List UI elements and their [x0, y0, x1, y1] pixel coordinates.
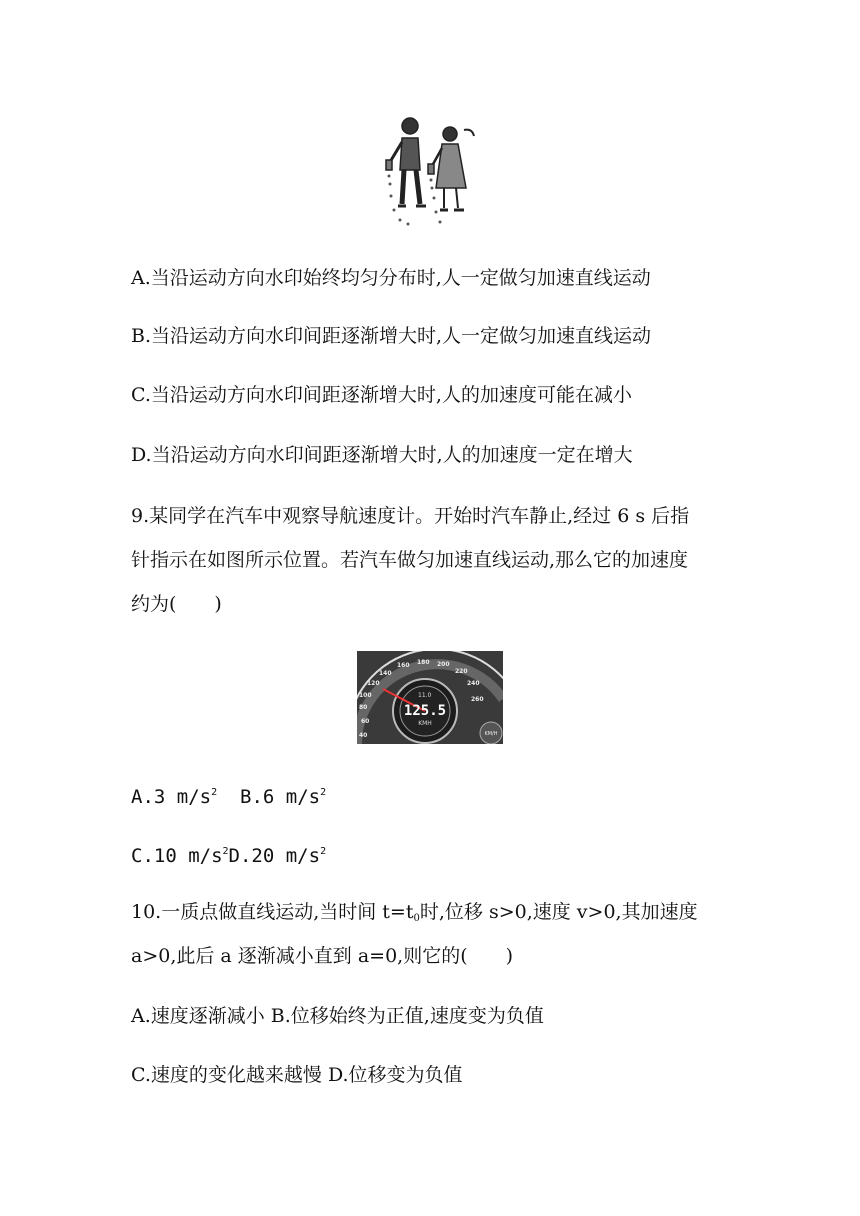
q8-option-a: A.当沿运动方向水印始终均匀分布时,人一定做匀加速直线运动	[131, 267, 651, 289]
q9-stem-line1: 9.某同学在汽车中观察导航速度计。开始时汽车静止,经过 6 s 后指	[131, 505, 690, 527]
q9-option-c: C.10 m/s	[131, 845, 223, 867]
q10-stem-line2: a>0,此后 a 逐渐减小直到 a=0,则它的( )	[131, 945, 514, 967]
gauge-reading: 125.5	[403, 703, 447, 719]
gauge-small-value: 11.0	[418, 692, 432, 699]
gauge-tick: 60	[361, 718, 370, 725]
superscript: 2	[211, 787, 218, 798]
walking-people-figure	[380, 112, 482, 228]
q10-options-ab: A.速度逐渐减小 B.位移始终为正值,速度变为负值	[131, 1005, 544, 1027]
superscript: 2	[320, 787, 327, 798]
q10-stem-line1	[131, 899, 698, 932]
gauge-tick: 40	[359, 732, 368, 739]
q9-options-cd	[131, 839, 326, 869]
speedometer-figure	[357, 651, 503, 744]
q10-stem-post: 时,位移 s>0,速度 v>0,其加速度	[419, 901, 698, 923]
subscript: 0	[413, 913, 420, 924]
gauge-tick: 260	[471, 696, 484, 703]
superscript: 2	[222, 846, 229, 857]
q9-stem-line3: 约为( )	[131, 593, 222, 615]
q10-stem-pre: 10.一质点做直线运动,当时间 t=t	[131, 901, 414, 923]
q9-options-ab	[131, 780, 326, 810]
q8-option-c: C.当沿运动方向水印间距逐渐增大时,人的加速度可能在减小	[131, 384, 632, 406]
q9-stem-line2: 针指示在如图所示位置。若汽车做匀加速直线运动,那么它的加速度	[131, 549, 689, 571]
gauge-tick: 100	[359, 692, 372, 699]
superscript: 2	[320, 846, 327, 857]
gauge-tick: 240	[467, 680, 480, 687]
gauge-tick: 80	[359, 704, 368, 711]
q8-option-d: D.当沿运动方向水印间距逐渐增大时,人的加速度一定在增大	[131, 444, 633, 466]
gauge-tick: 180	[417, 659, 430, 666]
q8-option-b: B.当沿运动方向水印间距逐渐增大时,人一定做匀加速直线运动	[131, 325, 652, 347]
gauge-tick: 120	[367, 680, 380, 687]
gauge-tick: 160	[397, 662, 410, 669]
q9-option-a: A.3 m/s	[131, 786, 212, 808]
gauge-corner-label: KM/H	[484, 731, 498, 737]
q9-option-b: B.6 m/s	[240, 786, 321, 808]
gauge-unit: KMH	[418, 720, 432, 727]
q10-options-cd: C.速度的变化越来越慢 D.位移变为负值	[131, 1064, 463, 1086]
gauge-tick: 220	[455, 668, 468, 675]
q9-option-d: D.20 m/s	[228, 845, 321, 867]
boy-figure	[386, 118, 426, 206]
gauge-tick: 140	[379, 670, 392, 677]
water-droplets	[388, 175, 442, 226]
gauge-tick: 200	[437, 661, 450, 668]
